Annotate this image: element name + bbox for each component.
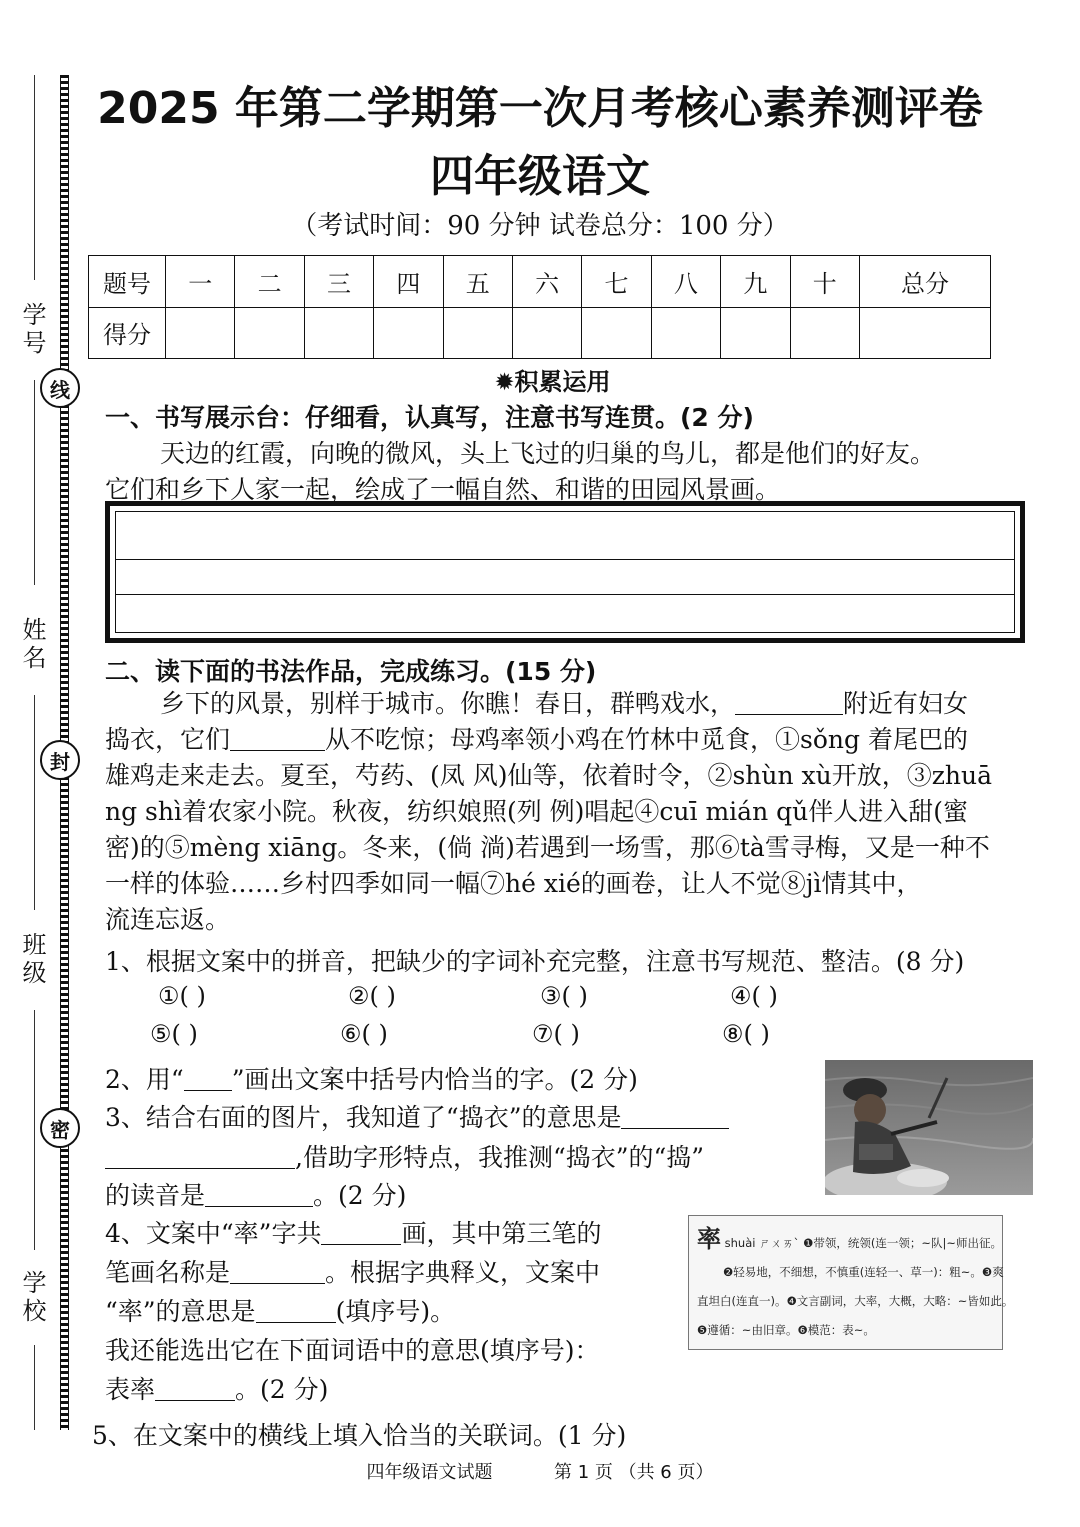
score-header-cell: 五 [443, 256, 512, 308]
answer-slot-4[interactable]: ④( ) [730, 982, 778, 1010]
passage-text: 从不吃惊；母鸡率领小鸡在竹林中觅食，①sǒng 着尾巴的 [325, 725, 968, 754]
score-input-cell[interactable] [166, 307, 235, 359]
score-table [88, 255, 991, 359]
footer-subject: 四年级语文试题 [366, 1462, 493, 1483]
sub3-text: 。(2 分) [313, 1181, 407, 1210]
passage-line: 一样的体验……乡村四季如同一幅⑦hé xié的画卷，让人不觉⑧jì情其中， [105, 869, 922, 898]
score-header-cell: 一 [166, 256, 235, 308]
sub4-text: 表率 [105, 1375, 156, 1404]
school-label: 学校 [18, 1270, 46, 1326]
q2-sub4-line2 [105, 1253, 600, 1289]
q1-passage-line: 它们和乡下人家一起，绘成了一幅自然、和谐的田园风景画。 [105, 475, 781, 504]
score-row-label: 得分 [89, 307, 166, 359]
score-header-cell: 七 [582, 256, 651, 308]
dict-character: 率 [697, 1224, 721, 1253]
sub4-text: 笔画名称是 [105, 1258, 231, 1287]
score-header-cell: 三 [304, 256, 373, 308]
passage-text: 捣衣，它们 [105, 725, 231, 754]
score-input-cell[interactable] [304, 307, 373, 359]
answer-slot-2[interactable]: ②( ) [348, 982, 396, 1010]
stroke-count-blank[interactable] [321, 1219, 401, 1245]
word-meaning-blank[interactable] [155, 1375, 235, 1401]
class-label: 班级 [18, 932, 46, 988]
score-input-cell[interactable] [512, 307, 581, 359]
footer-page-number: 第 1 页 （共 6 页） [553, 1462, 714, 1483]
q1-passage-line: 天边的红霞，向晚的微风，头上飞过的归巢的鸟儿，都是他们的好友。 [160, 439, 936, 468]
score-input-cell[interactable] [582, 307, 651, 359]
q2-sub5: 5、在文案中的横线上填入恰当的关联词。(1 分) [92, 1421, 627, 1450]
washing-clothes-photo [825, 1060, 1033, 1195]
pronunciation-blank[interactable] [205, 1181, 313, 1207]
q2-sub4-line5 [105, 1370, 328, 1406]
stroke-name-blank[interactable] [230, 1258, 325, 1284]
dict-line: ❺遵循：~由旧章。❻模范：表~。 [697, 1323, 875, 1337]
answer-slot-1[interactable]: ①( ) [158, 982, 206, 1010]
q2-sub3-line3 [105, 1176, 406, 1212]
score-input-cell[interactable] [859, 307, 990, 359]
sub3-text: 的读音是 [105, 1181, 206, 1210]
score-header-cell: 二 [235, 256, 304, 308]
dictionary-entry [688, 1215, 1014, 1350]
meaning-blank[interactable] [621, 1103, 729, 1129]
q2-sub2 [105, 1060, 638, 1096]
score-header-cell: 题号 [89, 256, 166, 308]
dict-line [697, 1224, 1002, 1258]
score-header-row [89, 256, 991, 308]
dict-line: 直坦白(连直一)。❹文言副词，大率，大概，大略：~皆如此。 [697, 1294, 1014, 1308]
score-header-cell: 九 [721, 256, 790, 308]
q2-sub4-line1 [105, 1214, 601, 1250]
conjunction-blank[interactable] [230, 725, 325, 751]
exam-info: （考试时间：90 分钟 试卷总分：100 分） [291, 211, 789, 241]
exam-title: 2025 年第二学期第一次月考核心素养测评卷 [97, 83, 983, 134]
score-input-cell[interactable] [235, 307, 304, 359]
sub4-text: 。根据字典释义，文案中 [325, 1258, 601, 1287]
meaning-number-blank[interactable] [256, 1297, 336, 1323]
q2-sub3-line1 [105, 1098, 729, 1134]
gutter-line [34, 380, 35, 585]
seal-mark-line: 线 [40, 368, 80, 408]
student-id-label: 学号 [18, 302, 46, 358]
underline-sample [184, 1065, 232, 1091]
gutter-line [34, 695, 35, 910]
score-header-cell: 十 [790, 256, 859, 308]
section-header: ✹积累运用 [494, 368, 611, 396]
exam-subtitle: 四年级语文 [430, 151, 650, 202]
sub3-text: ,借助字形特点，我推测“捣衣”的“捣” [295, 1143, 705, 1172]
meaning-blank-cont[interactable] [105, 1143, 295, 1169]
answer-slot-7[interactable]: ⑦( ) [532, 1020, 580, 1048]
passage-line: ng shì着农家小院。秋夜，纺织娘照(列 例)唱起④cuī mián qǔ伴人进入甜(蜜 [105, 797, 968, 826]
answer-slot-5[interactable]: ⑤( ) [150, 1020, 198, 1048]
conjunction-blank[interactable] [735, 689, 843, 715]
seal-mark-seal: 封 [40, 740, 80, 780]
score-value-row [89, 307, 991, 359]
calligraphy-passage [105, 686, 1017, 938]
q1-heading: 一、书写展示台：仔细看，认真写，注意书写连贯。(2 分) [105, 403, 754, 432]
sub4-text: (填序号)。 [335, 1297, 456, 1326]
name-label: 姓名 [18, 617, 46, 673]
q2-heading: 二、读下面的书法作品，完成练习。(15 分) [105, 657, 597, 686]
score-input-cell[interactable] [651, 307, 720, 359]
gutter-line [34, 1345, 35, 1430]
passage-text: 附近有妇女 [843, 689, 969, 718]
score-input-cell[interactable] [721, 307, 790, 359]
score-input-cell[interactable] [374, 307, 443, 359]
dict-text: shuài ㄕㄨㄞˋ ❶带领，统领(连一领；~队|~师出征。 [724, 1236, 1002, 1250]
seal-mark-secret: 密 [40, 1108, 80, 1148]
score-input-cell[interactable] [443, 307, 512, 359]
answer-slot-8[interactable]: ⑧( ) [722, 1020, 770, 1048]
sub2-text: ”画出文案中括号内恰当的字。(2 分) [231, 1065, 638, 1094]
sub2-text: 2、用“ [105, 1065, 184, 1094]
score-header-cell: 八 [651, 256, 720, 308]
passage-line: 雄鸡走来走去。夏至，芍药、(凤 风)仙等，依着时令，②shùn xù开放，③zhuā [105, 761, 993, 790]
answer-slot-3[interactable]: ③( ) [540, 982, 588, 1010]
sub3-text: 3、结合右面的图片，我知道了“捣衣”的意思是 [105, 1103, 622, 1132]
sub4-text: 4、文案中“率”字共 [105, 1219, 322, 1248]
gutter-line [34, 1010, 35, 1250]
score-header-cell: 四 [374, 256, 443, 308]
passage-line [105, 722, 1017, 758]
score-header-cell: 六 [512, 256, 581, 308]
binding-margin [0, 0, 80, 1527]
passage-text: 乡下的风景，别样于城市。你瞧！春日，群鸭戏水， [160, 689, 736, 718]
dict-line: ❷轻易地，不细想，不慎重(连轻一、草一)：粗~。❸爽 [723, 1265, 1004, 1279]
score-header-cell: 总分 [859, 256, 990, 308]
passage-line: 密)的⑤mèng xiāng。冬来，(倘 淌)若遇到一场雪，那⑥tà雪寻梅，又是一种不 [105, 833, 990, 862]
sub4-text: 画，其中第三笔的 [401, 1219, 602, 1248]
answer-slot-6[interactable]: ⑥( ) [340, 1020, 388, 1048]
page-footer [80, 1458, 1000, 1484]
gutter-line [34, 75, 35, 280]
sub4-text: 。(2 分) [235, 1375, 329, 1404]
handwriting-box[interactable] [105, 501, 1025, 643]
q2-sub4-line3 [105, 1292, 455, 1328]
passage-line: 流连忘返。 [105, 905, 231, 934]
q2-sub3-line2 [105, 1138, 704, 1174]
sub4-text: “率”的意思是 [105, 1297, 256, 1326]
score-input-cell[interactable] [790, 307, 859, 359]
q2-sub4-line4: 我还能选出它在下面词语中的意思(填序号)： [105, 1336, 600, 1365]
q2-sub1: 1、根据文案中的拼音，把缺少的字词补充完整，注意书写规范、整洁。(8 分) [105, 947, 965, 976]
passage-line [105, 686, 1017, 722]
